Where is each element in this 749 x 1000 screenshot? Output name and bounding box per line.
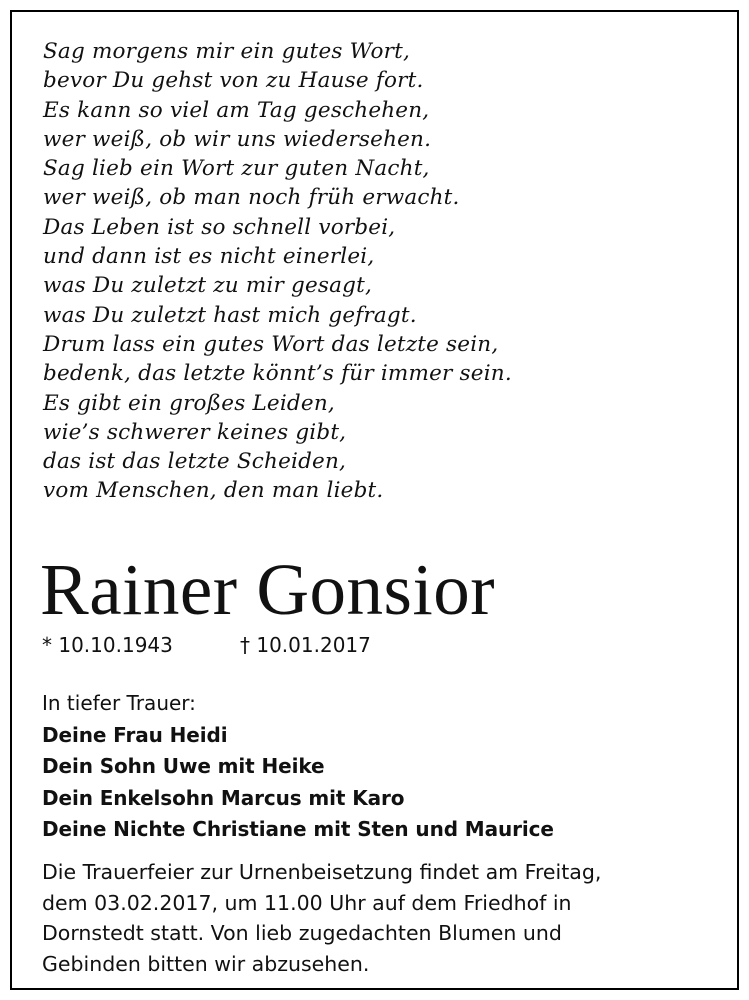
poem-line: wer weiß, ob wir uns wiedersehen. bbox=[43, 126, 432, 152]
notice-line: Die Trauerfeier zur Urnenbeisetzung findet am Freitag, bbox=[42, 860, 602, 884]
poem-line: Es gibt ein großes Leiden, bbox=[43, 390, 335, 416]
poem-line: wer weiß, ob man noch früh erwacht. bbox=[43, 185, 460, 211]
mourner: Dein Enkelsohn Marcus mit Karo bbox=[42, 785, 405, 810]
mourner: Deine Frau Heidi bbox=[42, 722, 228, 747]
mourning-intro: In tiefer Trauer: bbox=[42, 691, 196, 715]
poem-line: bevor Du gehst von zu Hause fort. bbox=[43, 68, 424, 94]
poem-line: bedenk, das letzte könnt’s für immer sein. bbox=[43, 361, 512, 387]
poem-line: Es kann so viel am Tag geschehen, bbox=[43, 97, 430, 123]
poem-line: das ist das letzte Scheiden, bbox=[43, 449, 347, 475]
mourners-list bbox=[42, 688, 554, 846]
poem-line: wie’s schwerer keines gibt, bbox=[43, 419, 347, 445]
notice-line: Gebinden bitten wir abzusehen. bbox=[42, 951, 370, 976]
poem-line: Das Leben ist so schnell vorbei, bbox=[43, 214, 396, 240]
notice-line: Dornstedt statt. Von lieb zugedachten Blumen und bbox=[42, 921, 562, 945]
poem bbox=[43, 37, 512, 506]
poem-line: Drum lass ein gutes Wort das letzte sein, bbox=[43, 331, 499, 357]
poem-line: was Du zuletzt zu mir gesagt, bbox=[43, 273, 372, 299]
poem-line: und dann ist es nicht einerlei, bbox=[43, 244, 375, 270]
funeral-notice bbox=[42, 857, 601, 979]
poem-line: Sag lieb ein Wort zur guten Nacht, bbox=[43, 156, 430, 182]
deceased-name: Rainer Gonsior bbox=[40, 549, 496, 630]
poem-line: was Du zuletzt hast mich gefragt. bbox=[43, 302, 417, 328]
notice-line: dem 03.02.2017, um 11.00 Uhr auf dem Friedhof in bbox=[42, 890, 572, 915]
birth-date: * 10.10.1943 bbox=[42, 633, 173, 657]
mourner: Dein Sohn Uwe mit Heike bbox=[42, 754, 325, 778]
poem-line: Sag morgens mir ein gutes Wort, bbox=[43, 39, 410, 64]
death-date: † 10.01.2017 bbox=[240, 633, 371, 657]
life-dates bbox=[42, 632, 371, 658]
mourner: Deine Nichte Christiane mit Sten und Maurice bbox=[42, 817, 554, 841]
obituary-frame bbox=[10, 10, 739, 990]
poem-line: vom Menschen, den man liebt. bbox=[43, 478, 384, 504]
